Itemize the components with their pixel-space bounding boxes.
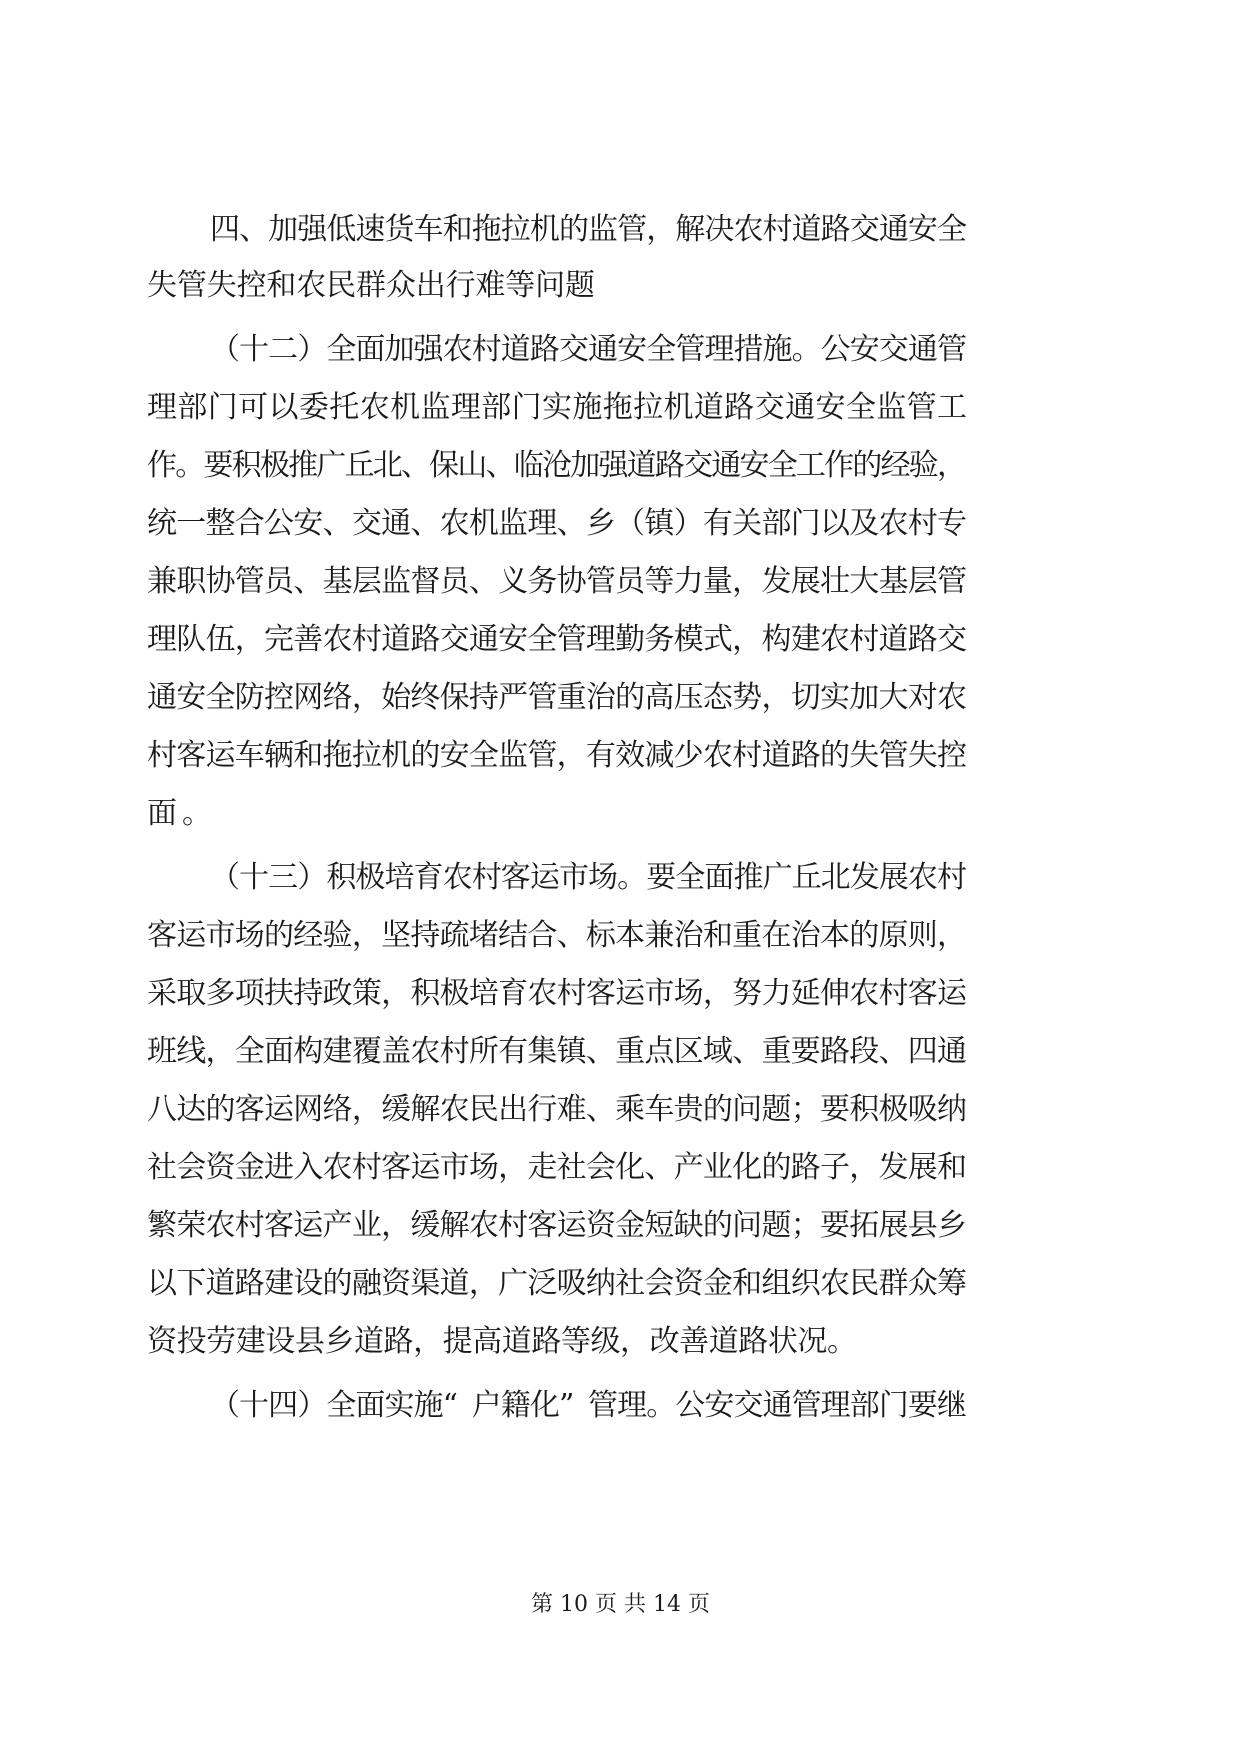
text-line: （ 十 二 ） 全 面 加 强 农 村 道 路 交 通 安 全 管 理 措 施 。 公 安 交 通 管 [210,332,967,367]
text-line: 采 取 多 项 扶 持 政 策 ， 积 极 培 育 农 村 客 运 市 场 ， 努 力 延 伸 农 村 客 运 [147,976,967,1011]
text-line: 八 达 的 客 运 网 络 ， 缓 解 农 民 出 行 难 、 乘 车 贵 的 问 题 ； 要 积 极 吸 纳 [147,1092,967,1127]
text-line: 统 一 整 合 公 安 、 交 通 、 农 机 监 理 、 乡 （ 镇 ） 有 关 部 门 以 及 农 村 专 [147,506,967,541]
text-line: 班 线 ， 全 面 构 建 覆 盖 农 村 所 有 集 镇 、 重 点 区 域 、 重 要 路 段 、 四 通 [147,1034,967,1069]
page-footer: 第 10 页 共 14 页 [531,1592,710,1617]
text-line: 通 安 全 防 控 网 络 ， 始 终 保 持 严 管 重 治 的 高 压 态 势 ， 切 实 加 大 对 农 [147,680,967,715]
text-line: 社 会 资 金 进 入 农 村 客 运 市 场 ， 走 社 会 化 、 产 业 化 的 路 子 ， 发 展 和 [147,1150,967,1185]
text-line: 资 投 劳 建 设 县 乡 道 路 ， 提 高 道 路 等 级 ， 改 善 道 路 状 况 。 [147,1324,857,1359]
text-line: 村 客 运 车 辆 和 拖 拉 机 的 安 全 监 管 ， 有 效 减 少 农 村 道 路 的 失 管 失 控 [147,738,967,773]
text-line: 面 。 [147,796,212,831]
text-line: 四 、 加 强 低 速 货 车 和 拖 拉 机 的 监 管 ， 解 决 农 村 道 路 交 通 安 全 [210,212,967,247]
text-line: 理 部 门 可 以 委 托 农 机 监 理 部 门 实 施 拖 拉 机 道 路 交 通 安 全 监 管 工 [147,390,967,425]
text-line: 理 队 伍 ， 完 善 农 村 道 路 交 通 安 全 管 理 勤 务 模 式 ， 构 建 农 村 道 路 交 [147,622,967,657]
text-line: 兼 职 协 管 员 、 基 层 监 督 员 、 义 务 协 管 员 等 力 量 ， 发 展 壮 大 基 层 管 [147,564,967,599]
text-line: 客 运 市 场 的 经 验 ， 坚 持 疏 堵 结 合 、 标 本 兼 治 和 重 在 治 本 的 原 则 ， [147,918,967,953]
text-line: 以 下 道 路 建 设 的 融 资 渠 道 ， 广 泛 吸 纳 社 会 资 金 和 组 织 农 民 群 众 筹 [147,1266,967,1301]
text-line: 失 管 失 控 和 农 民 群 众 出 行 难 等 问 题 [147,268,595,303]
text-line: （ 十 三 ） 积 极 培 育 农 村 客 运 市 场 。 要 全 面 推 广 丘 北 发 展 农 村 [210,860,967,895]
text-line: 作 。 要 积 极 推 广 丘 北 、 保 山 、 临 沧 加 强 道 路 交 通 安 全 工 作 的 经 验 ， [147,448,967,483]
text-line: （ 十 四 ） 全 面 实 施 “ 户 籍 化 ” 管 理 。 公 安 交 通 管 理 部 门 要 继 [210,1388,967,1423]
text-line: 繁 荣 农 村 客 运 产 业 ， 缓 解 农 村 客 运 资 金 短 缺 的 问 题 ； 要 拓 展 县 乡 [147,1208,967,1243]
